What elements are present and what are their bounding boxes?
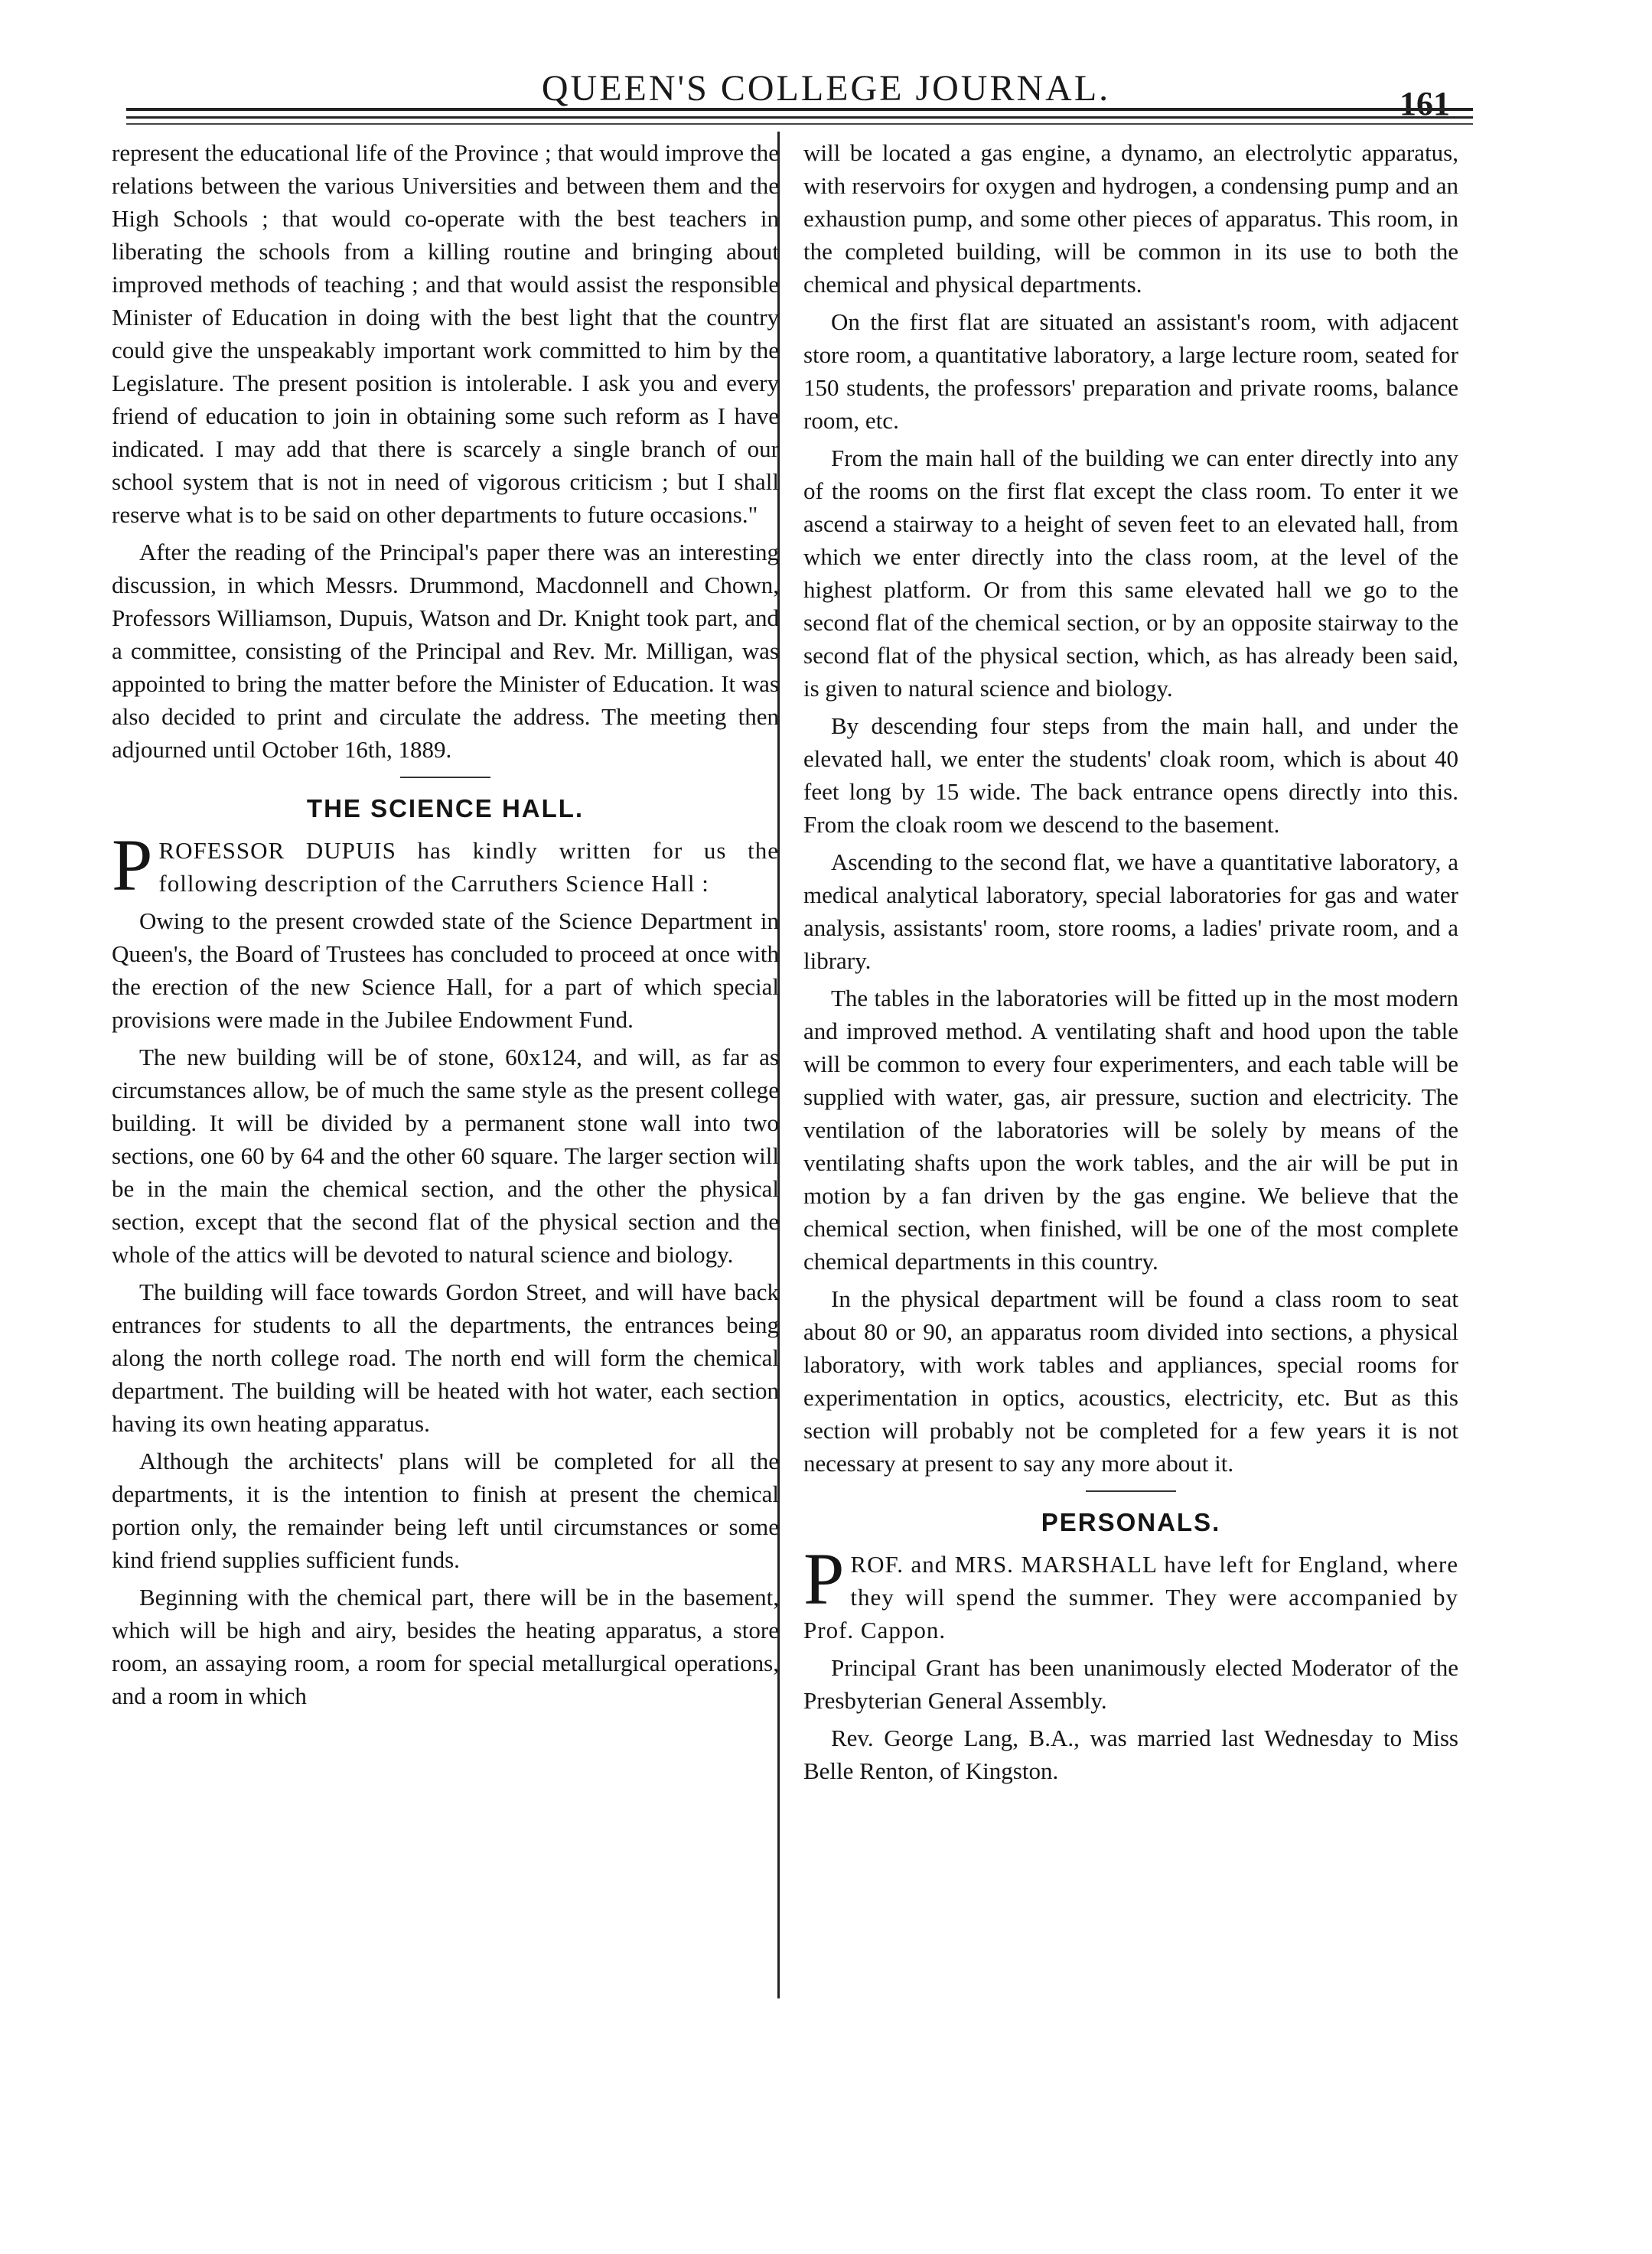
paragraph: Owing to the present crowded state of the Science Department in Queen's, the Board of Trustees has concluded to proceed at once with the erection of the new Science Hall, for a part of which special provisions were made in the Jubilee Endowment Fund.: [112, 907, 779, 1033]
section-lead-paragraph: [112, 824, 779, 906]
paragraph: On the first flat are situated an assistant's room, with adjacent store room, a quantitative laboratory, a large lecture room, seated for 150 students, the professors' preparation and private rooms, balance room, etc.: [803, 308, 1458, 434]
paragraph: The building will face towards Gordon Street, and will have back entrances for students to all the departments, the entrances being along the north college road. The north end will form the chemical department. The building will be heated with hot water, each section having its own heating apparatus.: [112, 1278, 779, 1437]
paragraph: From the main hall of the building we can enter directly into any of the rooms on the first flat except the class room. To enter it we ascend a stairway to a height of seven feet to an elevated hall, from which we enter directly into the class room, at the level of the highest platform. Or from this same elevated hall we go to the second flat of the chemical section, or by an opposite stairway to the second flat of the physical section, which, as has already been said, is given to natural science and biology.: [803, 445, 1458, 702]
paragraph: By descending four steps from the main hall, and under the elevated hall, we enter the students' cloak room, which is about 40 feet long by 15 wide. The back entrance opens directly into this. From the cloak room we descend to the basement.: [803, 712, 1458, 838]
paragraph: Ascending to the second flat, we have a quantitative laboratory, a medical analytical laboratory, special laboratories for gas and water analysis, assistants' room, store rooms, a ladies' private room, and a library.: [803, 849, 1458, 974]
header-rule-double: [126, 116, 1473, 119]
section-heading-science-hall: THE SCIENCE HALL.: [306, 794, 585, 822]
paragraph: Beginning with the chemical part, there will be in the basement, which will be high and airy, besides the heating apparatus, a store room, an assaying room, a room for special metallurgical operations, and a room in which: [112, 1584, 779, 1709]
section-heading-personals: PERSONALS.: [1041, 1508, 1221, 1536]
right-column: [803, 136, 1458, 1792]
page-header: [0, 67, 1652, 121]
journal-title: QUEEN'S COLLEGE JOURNAL.: [541, 68, 1111, 109]
paragraph: The new building will be of stone, 60x124, and will, as far as circumstances allow, be of much the same style as the present college building. It will be divided by a permanent stone wall into two sections, one 60 by 64 and the other 60 square. The larger section will be in the main the chemical section, and the other the physical section, except that the second flat of the physical section and the whole of the attics will be devoted to natural science and biology.: [112, 1044, 779, 1268]
lead-text: ROF. and MRS. MARSHALL have left for England, where they will spend the summer. They were accompanied by Prof. Cappon.: [803, 1551, 1458, 1643]
paragraph: will be located a gas engine, a dynamo, an electrolytic apparatus, with reservoirs for oxygen and hydrogen, a condensing pump and an exhaustion pump, and some other pieces of apparatus. This room, in the completed building, will be common in its use to both the chemical and physical departments.: [803, 139, 1458, 298]
section-separator: [1086, 1490, 1176, 1492]
header-rule-thin: [126, 123, 1473, 125]
paragraph: represent the educational life of the Province ; that would improve the relations between the various Universities and between them and the High Schools ; that would co-operate with the best teachers in liberating the schools from a killing routine and bringing about improved methods of teaching ; and that would assist the responsible Minister of Education in doing with the best light that the country could give the unspeakably important work committed to him by the Legislature. The present position is intolerable. I ask you and every friend of education to join in obtaining some such reform as I have indicated. I may add that there is scarcely a single branch of our school system that is not in need of vigorous criticism ; but I shall reserve what is to be said on other departments to future occasions.": [112, 139, 779, 528]
paragraph: Although the architects' plans will be completed for all the departments, it is the intention to finish at present the chemical portion only, the remainder being left until circumstances or some kind friend supplies sufficient funds.: [112, 1448, 779, 1573]
left-column: [112, 136, 779, 1717]
drop-cap: P: [803, 1538, 845, 1620]
paragraph: In the physical department will be found a class room to seat about 80 or 90, an apparatus room divided into sections, a physical laboratory, with work tables and appliances, special rooms for experimentation in optics, acoustics, electricity, etc. But as this section will probably not be completed for a few years it is not necessary at present to say any more about it.: [803, 1285, 1458, 1477]
section-lead-paragraph: [803, 1538, 1458, 1647]
paragraph: Rev. George Lang, B.A., was married last Wednesday to Miss Belle Renton, of Kingston.: [803, 1725, 1458, 1784]
drop-cap: P: [112, 824, 153, 906]
page-number: 161: [1399, 85, 1450, 122]
header-rule: [126, 108, 1473, 111]
paragraph: The tables in the laboratories will be fitted up in the most modern and improved method. A ventilating shaft and hood upon the table will be common to every four experimenters, and each table will be supplied with water, gas, air pressure, suction and electricity. The ventilation of the laboratories will be solely by means of the ventilating shafts upon the work tables, and the air will be put in motion by a fan driven by the gas engine. We believe that the chemical section, when finished, will be one of the most complete chemical departments in this country.: [803, 985, 1458, 1275]
lead-text: ROFESSOR DUPUIS has kindly written for us the following description of the Carruthers Science Hall :: [158, 837, 779, 897]
paragraph: After the reading of the Principal's paper there was an interesting discussion, in which Messrs. Drummond, Macdonnell and Chown, Professors Williamson, Dupuis, Watson and Dr. Knight took part, and a committee, consisting of the Principal and Rev. Mr. Milligan, was appointed to bring the matter before the Minister of Education. It was also decided to print and circulate the address. The meeting then adjourned until October 16th, 1889.: [112, 539, 779, 763]
section-separator: [400, 777, 490, 778]
paragraph: Principal Grant has been unanimously elected Moderator of the Presbyterian General Assembly.: [803, 1654, 1458, 1714]
